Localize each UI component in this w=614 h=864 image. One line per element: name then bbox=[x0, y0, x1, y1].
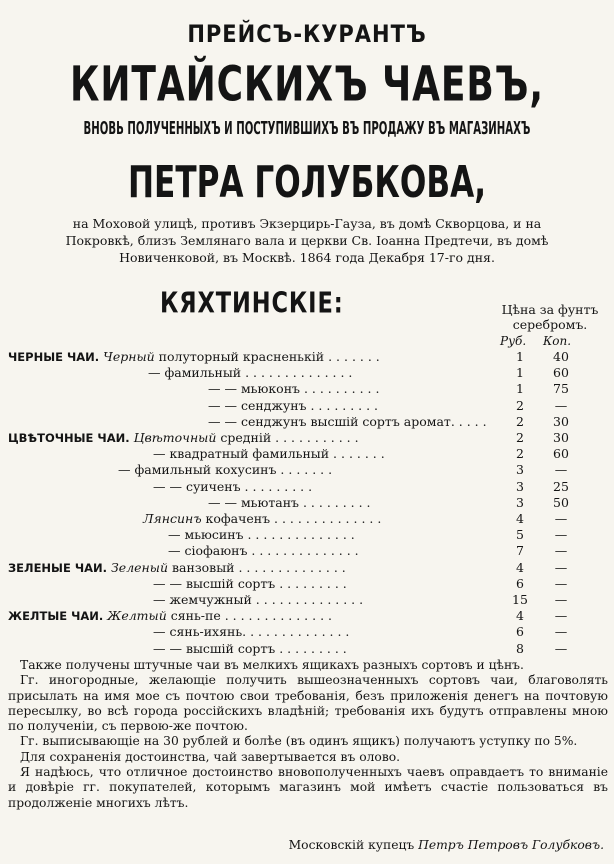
price-kop: — bbox=[554, 527, 568, 543]
tea-name bbox=[153, 624, 349, 639]
tea-name bbox=[8, 349, 380, 364]
price-kop: — bbox=[554, 511, 568, 526]
title-line-3: ВНОВЬ ПОЛУЧЕННЫХЪ И ПОСТУПИВШИХЪ ВЪ ПРОДАЖУ ВЪ МАГАЗИНАХЪ bbox=[83, 119, 531, 140]
tea-type: Желтый bbox=[107, 608, 167, 624]
price-kop: 25 bbox=[553, 478, 569, 494]
tea-type: Черный bbox=[103, 349, 155, 364]
price-rub: 2 bbox=[516, 446, 524, 462]
tea-variety: ванзовый . . . . . . . . . . . . . . bbox=[172, 559, 346, 575]
signature-name: Петръ Петровъ Голубковъ. bbox=[418, 838, 604, 852]
price-kop: 30 bbox=[553, 430, 569, 445]
tea-variety: — — суиченъ . . . . . . . . . bbox=[153, 478, 313, 494]
address-line: на Моховой улицѣ, противъ Экзерцирь-Гауза, въ домѣ Скворцова, и на bbox=[72, 216, 542, 231]
tea-name bbox=[8, 560, 346, 575]
tea-name bbox=[143, 511, 381, 526]
tea-variety: — жемчужный . . . . . . . . . . . . . . bbox=[153, 592, 364, 607]
price-rub: 3 bbox=[516, 462, 524, 478]
tea-name bbox=[118, 462, 332, 477]
tea-name bbox=[208, 414, 487, 429]
tea-name bbox=[153, 446, 385, 461]
price-rub: 1 bbox=[516, 381, 524, 397]
tea-variety: — сiофаюнъ . . . . . . . . . . . . . . bbox=[168, 543, 359, 559]
note-paragraph: Для сохраненія достоинства, чай завертывается въ олово. bbox=[20, 749, 401, 764]
note-paragraph: Гг. иногородные, желающіе получить вышеозначенныхъ сортовъ чаи, благоволять присылать на имя мое съ почтою свои требованія, безъ приложенія денегъ на почтовую пересылку, во всѣ города россійскихъ владѣній; требованія ихъ будутъ отправлены мною по полученіи, съ первою-же почтою. bbox=[8, 673, 608, 734]
price-kop: — bbox=[554, 575, 568, 591]
price-rub: 3 bbox=[516, 494, 524, 510]
title-line-1: ПРЕЙСЪ-КУРАНТЪ bbox=[187, 20, 427, 48]
title-line-2: КИТАЙСКИХЪ ЧАЕВЪ, bbox=[70, 57, 544, 113]
note-paragraph: Гг. выписывающіе на 30 рублей и болѣе (въ одинъ ящикъ) получаютъ уступку по 5%. bbox=[20, 734, 578, 749]
price-kop: — bbox=[554, 640, 568, 656]
price-rub: 6 bbox=[516, 624, 524, 640]
address-line: Новиченковой, въ Москвѣ. 1864 года Декабря 17-го дня. bbox=[119, 250, 495, 265]
price-header-line: серебромъ. bbox=[512, 317, 588, 332]
tea-variety: — мьюсинъ . . . . . . . . . . . . . . bbox=[168, 527, 355, 543]
price-kop: — bbox=[554, 397, 568, 413]
price-rub: 4 bbox=[516, 559, 524, 575]
price-kop: — bbox=[554, 592, 568, 607]
price-kop: — bbox=[554, 543, 568, 559]
tea-variety: средній . . . . . . . . . . . bbox=[220, 430, 359, 445]
tea-variety: — фамильный . . . . . . . . . . . . . . bbox=[148, 365, 353, 381]
price-rub: 1 bbox=[516, 365, 524, 381]
price-rub: 2 bbox=[516, 397, 524, 413]
tea-name bbox=[148, 365, 352, 380]
address-line: Покровкѣ, близъ Землянаго вала и церкви Св. Іоанна Предтечи, въ домѣ bbox=[65, 233, 549, 248]
tea-variety: — — высшiй сортъ . . . . . . . . . bbox=[153, 640, 347, 656]
price-rub: 6 bbox=[516, 575, 524, 591]
tea-variety: кофаченъ . . . . . . . . . . . . . . bbox=[205, 511, 382, 526]
price-header-line: Цѣна за фунтъ bbox=[501, 302, 599, 317]
price-rub: 4 bbox=[516, 511, 524, 526]
tea-category: ЗЕЛЕНЫЕ ЧАИ. bbox=[8, 560, 108, 575]
tea-category: ЦВѢТОЧНЫЕ ЧАИ. bbox=[8, 431, 130, 445]
price-kop: 50 bbox=[553, 494, 569, 510]
tea-variety: — — мьюконъ . . . . . . . . . . bbox=[208, 381, 380, 397]
price-rub: 5 bbox=[516, 527, 524, 543]
price-rub: 2 bbox=[516, 430, 524, 445]
price-kop: — bbox=[554, 624, 568, 640]
price-kop: — bbox=[554, 462, 568, 478]
price-kop: — bbox=[554, 559, 568, 575]
tea-name bbox=[8, 430, 359, 445]
tea-category: ЖЕЛТЫЕ ЧАИ. bbox=[8, 609, 104, 624]
price-header bbox=[490, 302, 610, 332]
tea-variety: — — мьютанъ . . . . . . . . . bbox=[208, 494, 371, 510]
price-rub: 8 bbox=[516, 640, 524, 656]
address-block bbox=[14, 215, 600, 266]
tea-variety: полуторный красненькiй . . . . . . . bbox=[158, 349, 380, 364]
tea-name bbox=[153, 641, 347, 656]
merchant-name: ПЕТРА ГОЛУБКОВА, bbox=[127, 156, 487, 208]
tea-name bbox=[153, 592, 363, 607]
price-row bbox=[8, 641, 608, 659]
tea-type: Зеленый bbox=[111, 559, 169, 575]
tea-variety: — — сенджунъ высшiй сортъ аромат. . . . . bbox=[208, 413, 487, 429]
kop-column-header: Коп. bbox=[543, 334, 572, 348]
signature bbox=[8, 838, 604, 852]
tea-name bbox=[153, 576, 347, 591]
note-paragraph: Также получены штучные чаи въ мелкихъ ящикахъ разныхъ сортовъ и цѣнъ. bbox=[20, 658, 524, 672]
price-rub: 2 bbox=[516, 413, 524, 429]
price-kop: — bbox=[554, 608, 568, 624]
price-kop: 30 bbox=[553, 413, 569, 429]
rub-column-header: Руб. bbox=[500, 334, 527, 348]
tea-name bbox=[8, 608, 332, 623]
price-kop: 60 bbox=[553, 365, 569, 381]
tea-name bbox=[153, 479, 312, 494]
signature-prefix: Московскій купецъ bbox=[288, 838, 415, 852]
tea-type: Лянсинъ bbox=[143, 511, 202, 526]
price-rub: 7 bbox=[516, 543, 524, 559]
tea-name bbox=[208, 381, 379, 396]
tea-variety: — — высшiй сортъ . . . . . . . . . bbox=[153, 575, 347, 591]
tea-category: ЧЕРНЫЕ ЧАИ. bbox=[8, 350, 100, 364]
price-rub: 15 bbox=[512, 592, 528, 607]
price-kop: 60 bbox=[553, 446, 569, 462]
price-kop: 40 bbox=[553, 349, 569, 364]
section-title: КЯХТИНСКІЕ: bbox=[160, 285, 344, 320]
price-rub: 4 bbox=[516, 608, 524, 624]
tea-name bbox=[208, 495, 371, 510]
price-rub: 3 bbox=[516, 478, 524, 494]
tea-variety: — сянь-ихянь. . . . . . . . . . . . . . bbox=[153, 624, 350, 640]
tea-name bbox=[168, 527, 355, 542]
notes-block bbox=[8, 658, 608, 811]
tea-variety: сянь-пе . . . . . . . . . . . . . . bbox=[170, 608, 332, 624]
tea-name bbox=[168, 543, 359, 558]
price-kop: 75 bbox=[553, 381, 569, 397]
tea-variety: — квадратный фамильный . . . . . . . bbox=[153, 446, 385, 462]
tea-variety: — — сенджунъ . . . . . . . . . bbox=[208, 397, 379, 413]
tea-type: Цвѣточный bbox=[133, 430, 217, 445]
price-rub: 1 bbox=[516, 349, 524, 364]
note-paragraph: Я надѣюсь, что отличное достоинство вновополученныхъ чаевъ оправдаетъ то вниманіе и довѣріе гг. покупателей, которымъ магазинъ мой имѣетъ счастіе пользоваться въ продолженіе многихъ лѣтъ. bbox=[8, 765, 608, 810]
tea-variety: — фамильный кохусинъ . . . . . . . bbox=[118, 462, 333, 478]
tea-name bbox=[208, 398, 378, 413]
